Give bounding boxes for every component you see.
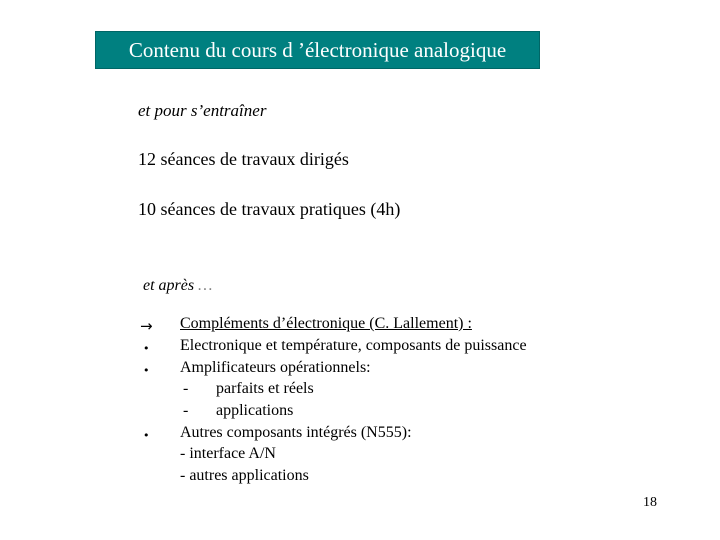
dash-marker: - xyxy=(183,402,189,419)
bullet-icon: • xyxy=(143,364,150,377)
subitem-interface: - interface A/N xyxy=(180,445,276,462)
list-item-autres-composants: Autres composants intégrés (N555): xyxy=(180,424,412,441)
list-heading: Compléments d’électronique (C. Lallement) : xyxy=(180,315,472,332)
item-travaux-pratiques: 10 séances de travaux pratiques (4h) xyxy=(138,199,401,219)
arrow-right-icon: → xyxy=(140,317,153,335)
subitem-autres-applications: - autres applications xyxy=(180,467,309,484)
subitem-parfaits: parfaits et réels xyxy=(216,380,314,397)
list-item-temperature: Electronique et température, composants de puissance xyxy=(180,337,527,354)
dash-marker: - xyxy=(183,380,189,397)
subitem-applications: applications xyxy=(216,402,294,419)
bullet-icon: • xyxy=(143,429,150,442)
after-label-line xyxy=(143,277,212,295)
after-label: et après xyxy=(143,277,195,294)
subheading: et pour s’entraîner xyxy=(138,101,267,120)
list-item-amplificateurs: Amplificateurs opérationnels: xyxy=(180,359,371,376)
slide-title: Contenu du cours d ’électronique analogique xyxy=(128,37,507,62)
page-number: 18 xyxy=(643,495,657,510)
item-travaux-diriges: 12 séances de travaux dirigés xyxy=(138,149,349,169)
bullet-icon: • xyxy=(143,342,150,355)
after-ellipsis: … xyxy=(198,277,213,294)
slide-title-box xyxy=(95,31,540,69)
